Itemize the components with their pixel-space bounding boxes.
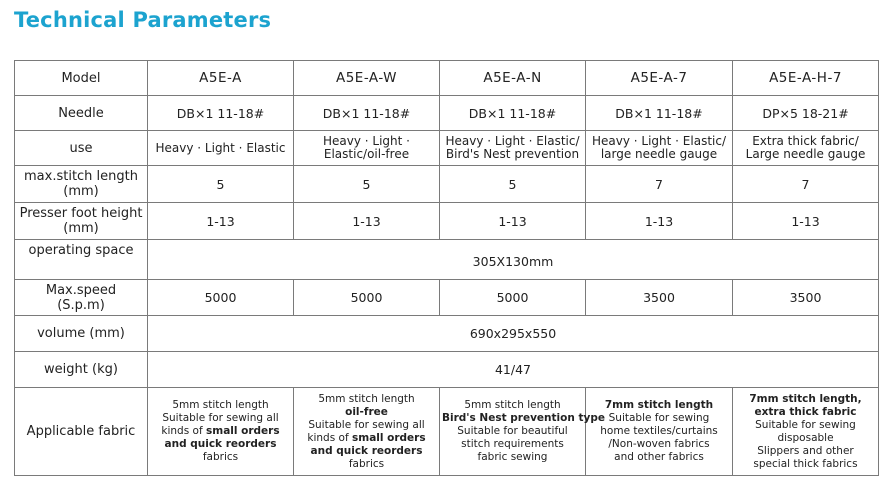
row-operating-space [15,240,879,280]
row-label-line: Presser foot height [19,206,143,221]
fabric-highlight: Bird's Nest prevention type [442,412,605,424]
cell-needle: DP×5 18-21# [733,96,879,131]
fabric-highlight: small orders [352,431,426,444]
row-use [15,131,879,166]
technical-parameters-table [14,60,879,476]
row-weight [15,352,879,388]
row-label-needle: Needle [15,96,148,131]
row-presser-foot-height [15,203,879,240]
cell-use-line: Bird's Nest prevention [445,147,580,161]
cell-use-line: Extra thick fabric/ [752,134,859,148]
fabric-line: stitch requirements [461,438,564,450]
cell-fabric [294,388,440,476]
cell-operating-space: 305X130mm [148,240,879,280]
fabric-highlight: oil-free [345,405,388,418]
cell-model: A5E-A-H-7 [733,61,879,96]
cell-fabric [440,388,605,476]
cell-fabric [586,388,733,476]
fabric-highlight: and quick reorders [310,444,423,457]
cell-use [148,131,294,166]
fabric-line [150,438,291,451]
fabric-line: Suitable for beautiful [457,425,568,437]
cell-use-line: Heavy · Light · Elastic/ [445,134,580,148]
row-label-max-stitch-length [15,166,148,203]
fabric-text: kinds of [161,425,206,437]
row-label-operating-space: operating space [15,240,148,280]
row-label-model: Model [15,61,148,96]
row-label-line: (mm) [63,221,99,236]
cell-needle: DB×1 11-18# [586,96,733,131]
cell-speed: 5000 [294,280,440,316]
cell-use-line: large needle gauge [600,147,718,161]
row-volume [15,316,879,352]
fabric-highlight: extra thick fabric [754,405,857,418]
fabric-line [735,406,876,419]
row-label-use: use [15,131,148,166]
cell-speed: 5000 [148,280,294,316]
row-label-line: max.stitch length [24,169,138,184]
cell-speed: 3500 [586,280,733,316]
row-model [15,61,879,96]
fabric-line [442,412,605,425]
cell-use-line: Heavy · Light · Elastic [155,140,286,155]
cell-needle: DB×1 11-18# [294,96,440,131]
fabric-line: fabrics [202,451,239,463]
fabric-line: disposable [777,431,834,444]
fabric-line: 5mm stitch length [464,399,561,411]
cell-needle: DB×1 11-18# [440,96,586,131]
fabric-line: home textiles/curtains [600,425,718,437]
fabric-line: fabric sewing [477,451,548,463]
fabric-line: /Non-woven fabrics [608,438,710,450]
fabric-line [296,406,437,419]
fabric-line [296,432,437,445]
row-label-max-speed [15,280,148,316]
cell-speed: 3500 [733,280,879,316]
fabric-highlight: small orders [206,425,280,437]
row-label-applicable-fabric: Applicable fabric [15,388,148,476]
cell-volume: 690x295x550 [148,316,879,352]
cell-stitch: 5 [440,166,586,203]
fabric-line: Suitable for sewing [608,412,710,424]
cell-needle: DB×1 11-18# [148,96,294,131]
cell-use [294,131,440,166]
cell-use [586,131,733,166]
row-applicable-fabric [15,388,879,476]
cell-stitch: 7 [733,166,879,203]
cell-presser: 1-13 [586,203,733,240]
fabric-line: Suitable for sewing all [308,418,425,431]
fabric-line: special thick fabrics [753,457,858,470]
cell-stitch: 5 [148,166,294,203]
cell-presser: 1-13 [440,203,586,240]
fabric-highlight: 7mm stitch length, [749,392,862,405]
row-label-presser-foot-height [15,203,148,240]
cell-presser: 1-13 [148,203,294,240]
cell-speed: 5000 [440,280,586,316]
fabric-highlight: 7mm stitch length [604,399,714,411]
row-needle [15,96,879,131]
page-title: Technical Parameters [14,8,272,32]
fabric-line [150,425,291,438]
cell-model: A5E-A-N [440,61,586,96]
row-label-line: (S.p.m) [57,297,105,313]
fabric-line: Slippers and other [757,444,854,457]
row-label-line: Max.speed [45,282,117,298]
fabric-line [588,399,730,412]
fabric-line: Suitable for sewing [755,418,856,431]
row-label-line: (mm) [63,184,99,199]
cell-weight: 41/47 [148,352,879,388]
cell-stitch: 5 [294,166,440,203]
cell-use-line: Large needle gauge [745,147,866,161]
cell-model: A5E-A [148,61,294,96]
cell-use-line: Elastic/oil-free [323,147,410,161]
fabric-line: fabrics [348,457,385,470]
fabric-line: 5mm stitch length [172,399,269,411]
row-max-speed [15,280,879,316]
cell-model: A5E-A-W [294,61,440,96]
fabric-text: kinds of [307,431,352,444]
fabric-line: Suitable for sewing all [162,412,279,424]
fabric-line [735,393,876,406]
fabric-line: and other fabrics [614,451,704,463]
fabric-line [296,445,437,458]
row-label-weight: weight (kg) [15,352,148,388]
cell-presser: 1-13 [733,203,879,240]
cell-use [440,131,586,166]
cell-model: A5E-A-7 [586,61,733,96]
cell-use-line: Heavy · Light · Elastic/ [592,134,726,148]
cell-presser: 1-13 [294,203,440,240]
cell-use [733,131,879,166]
fabric-highlight: and quick reorders [164,438,277,450]
cell-use-line: Heavy · Light · [323,134,410,148]
row-label-volume: volume (mm) [15,316,148,352]
row-max-stitch-length [15,166,879,203]
fabric-line: 5mm stitch length [318,392,415,405]
cell-stitch: 7 [586,166,733,203]
cell-fabric [148,388,294,476]
cell-fabric [733,388,879,476]
